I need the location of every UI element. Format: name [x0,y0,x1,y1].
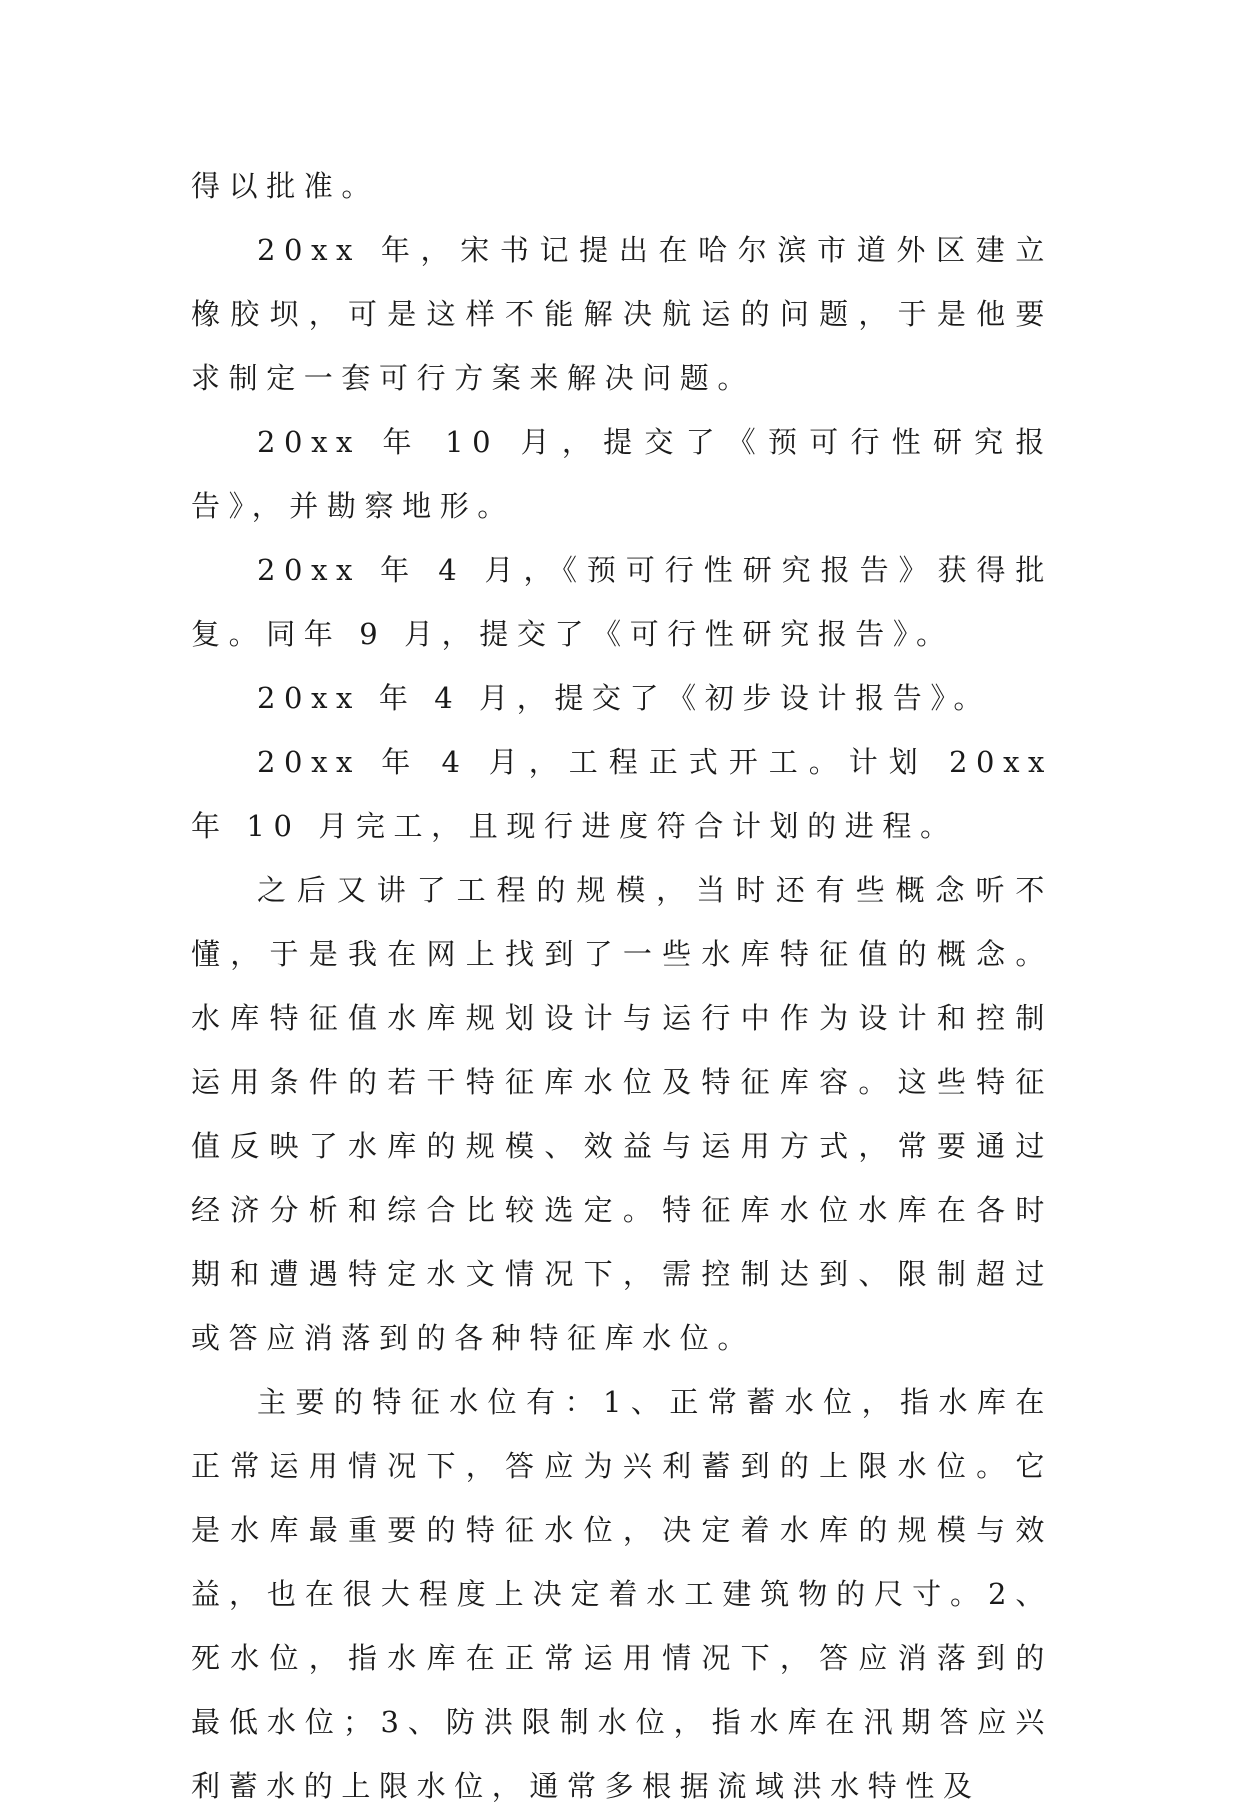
paragraph-preliminary-design: 20xx 年 4 月，提交了《初步设计报告》。 [257,681,992,715]
paragraph-prefeasibility-approved: 20xx 年 4 月，《预可行性研究报告》获得批复。同年 9 月，提交了《可行性研究报告》。 [191,553,1053,651]
paragraph-reservoir-characteristics: 之后又讲了工程的规模，当时还有些概念听不懂，于是我在网上找到了一些水库特征值的概念。水库特征值水库规划设计与运行中作为设计和控制运用条件的若干特征库水位及特征库容。这些特征值反映了水库的规模、效益与运用方式，常要通过经济分析和综合比较选定。特征库水位水库在各时期和遭遇特定水文情况下，需控制达到、限制超过或答应消落到的各种特征库水位。 [191,873,1053,1355]
paragraph-rubber-dam-proposal: 20xx 年，宋书记提出在哈尔滨市道外区建立橡胶坝，可是这样不能解决航运的问题，于是他要求制定一套可行方案来解决问题。 [191,233,1053,395]
paragraph-construction-start: 20xx 年 4 月，工程正式开工。计划 20xx 年 10 月完工，且现行进度符合计划的进程。 [191,745,1071,843]
document-body [191,154,1071,1818]
paragraph-prefeasibility-submitted: 20xx 年 10 月，提交了《预可行性研究报告》，并勘察地形。 [191,425,1053,523]
paragraph-continuation: 得以批准。 [191,169,380,203]
paragraph-characteristic-water-levels: 主要的特征水位有：1、正常蓄水位，指水库在正常运用情况下，答应为兴利蓄到的上限水位。它是水库最重要的特征水位，决定着水库的规模与效益，也在很大程度上决定着水工建筑物的尺寸。2、死水位，指水库在正常运用情况下，答应消落到的最低水位；3、防洪限制水位，指水库在汛期答应兴利蓄水的上限水位，通常多根据流域洪水特性及 [191,1385,1053,1803]
